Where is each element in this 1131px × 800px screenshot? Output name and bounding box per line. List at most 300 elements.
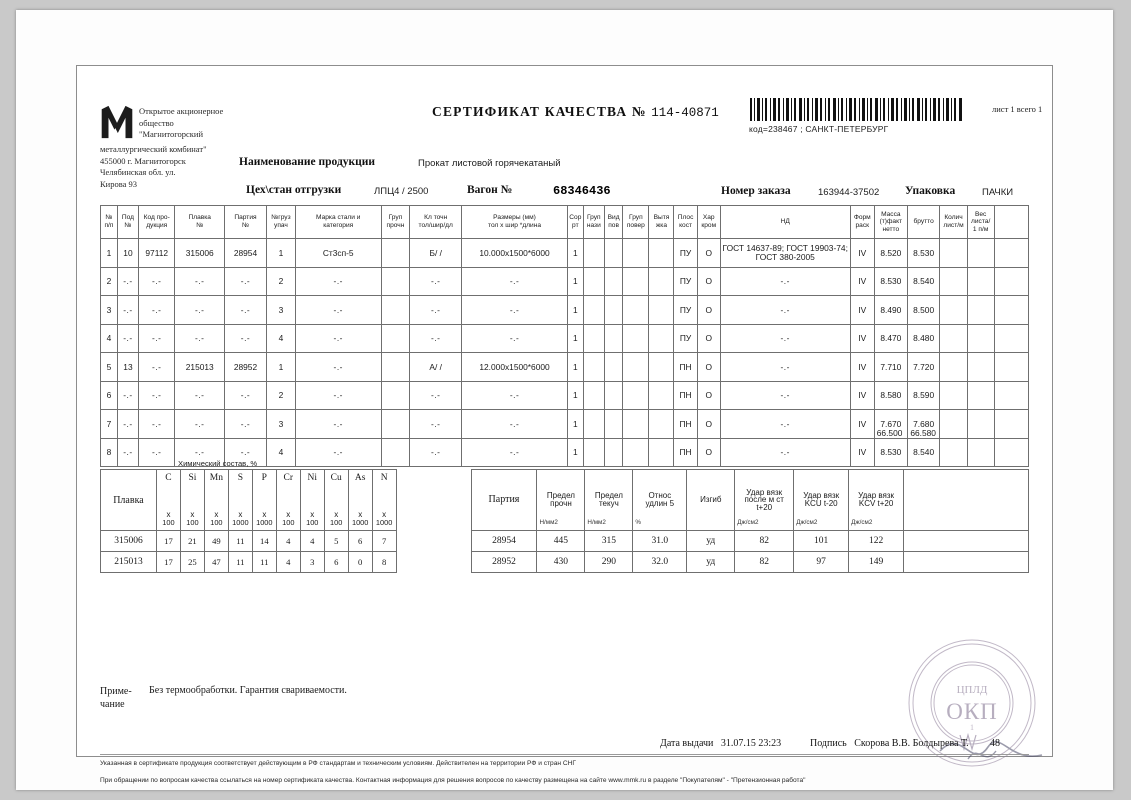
chem-value-As: 0 bbox=[348, 552, 372, 573]
cell-grp_pov bbox=[623, 296, 649, 325]
cell-heat: 215013 bbox=[175, 353, 225, 382]
col-header-4: Партия № bbox=[225, 206, 267, 239]
note-label-line1: Приме- bbox=[100, 686, 132, 697]
chem-row bbox=[101, 531, 1029, 552]
cell-brutto: 8.480 bbox=[907, 324, 940, 353]
cell-sort: 1 bbox=[567, 438, 583, 467]
cell-grp_nazn bbox=[583, 353, 604, 382]
operator-number: 48 bbox=[990, 738, 1000, 749]
cell-vytyazhka bbox=[649, 239, 674, 268]
col-header-7: Груп прочн bbox=[381, 206, 410, 239]
cell-nd: -.- bbox=[720, 410, 850, 439]
col-header-8: Кл точн тол/шир/дл bbox=[410, 206, 462, 239]
cell-netto: 8.490 bbox=[874, 296, 907, 325]
barcode-caption: код=238467 ; САНКТ-ПЕТЕРБУРГ bbox=[749, 124, 889, 134]
cell-grade: -.- bbox=[295, 324, 381, 353]
cell-code: 97112 bbox=[138, 239, 174, 268]
cell-grade: -.- bbox=[295, 438, 381, 467]
order-number-label: Номер заказа bbox=[721, 185, 791, 197]
chem-body bbox=[101, 531, 1029, 573]
chem-value-C: 17 bbox=[156, 552, 180, 573]
signature-line bbox=[810, 738, 969, 749]
cell-nd: -.- bbox=[720, 296, 850, 325]
cell-count bbox=[940, 324, 967, 353]
cell-lot: -.- bbox=[225, 438, 267, 467]
total-netto: 66.500 bbox=[876, 427, 903, 438]
chem-mech-gap bbox=[396, 552, 471, 573]
col-header-2: Код про- дукция bbox=[138, 206, 174, 239]
cell-accuracy: -.- bbox=[410, 296, 462, 325]
mech-cell-bend: уд bbox=[687, 552, 735, 573]
cell-count bbox=[940, 267, 967, 296]
cell-code: -.- bbox=[138, 324, 174, 353]
mech-header-0: Партия bbox=[471, 470, 537, 531]
mech-cell-strength: 430 bbox=[537, 552, 585, 573]
cell-grade: -.- bbox=[295, 267, 381, 296]
product-name-label: Наименование продукции bbox=[239, 156, 376, 168]
chem-value-Cr: 4 bbox=[276, 531, 300, 552]
address-line-1: 455000 г. Магнитогорск bbox=[100, 155, 186, 166]
cell-size: -.- bbox=[462, 438, 568, 467]
note-label-line2: чание bbox=[100, 699, 125, 710]
cell-n: 1 bbox=[101, 239, 118, 268]
certificate-number: 114-40871 bbox=[651, 106, 719, 120]
cell-netto: 8.530 bbox=[874, 267, 907, 296]
cell-grp_pov bbox=[623, 353, 649, 382]
chem-element-N: N x 1000 bbox=[372, 470, 396, 531]
cell-accuracy: -.- bbox=[410, 381, 462, 410]
mech-cell-yield: 315 bbox=[585, 531, 633, 552]
cell-edge: О bbox=[697, 410, 720, 439]
cell-brutto: 8.540 bbox=[907, 267, 940, 296]
cell-form: IV bbox=[850, 353, 874, 382]
col-header-10: Сор рт bbox=[567, 206, 583, 239]
mmk-logo-icon bbox=[100, 104, 134, 140]
col-header-11: Груп нази bbox=[583, 206, 604, 239]
chem-row bbox=[101, 552, 1029, 573]
cell-pack: 4 bbox=[266, 324, 295, 353]
col-header-21: Колич лист/м bbox=[940, 206, 967, 239]
cell-edge: О bbox=[697, 239, 720, 268]
cell-form: IV bbox=[850, 410, 874, 439]
official-seal-stamp bbox=[892, 631, 1067, 790]
cell-heat: -.- bbox=[175, 267, 225, 296]
cell-edge: О bbox=[697, 438, 720, 467]
cell-grade: -.- bbox=[295, 353, 381, 382]
cell-vytyazhka bbox=[649, 267, 674, 296]
cell-pod: -.- bbox=[117, 296, 138, 325]
cell-flat: ПН bbox=[674, 438, 697, 467]
mech-cell-kcv: 122 bbox=[849, 531, 904, 552]
mech-cell-bend: уд bbox=[687, 531, 735, 552]
cell-size: 12.000x1500*6000 bbox=[462, 353, 568, 382]
chem-header-row bbox=[101, 470, 1029, 531]
cell-pod: -.- bbox=[117, 410, 138, 439]
cell-nd: -.- bbox=[720, 324, 850, 353]
cell-form: IV bbox=[850, 239, 874, 268]
cell-grade: -.- bbox=[295, 296, 381, 325]
cell-n: 5 bbox=[101, 353, 118, 382]
cell-heat: -.- bbox=[175, 410, 225, 439]
col-header-17: НД bbox=[720, 206, 850, 239]
chem-element-P: P x 1000 bbox=[252, 470, 276, 531]
cell-grp_pov bbox=[623, 324, 649, 353]
cell-pod: 13 bbox=[117, 353, 138, 382]
table-row bbox=[101, 324, 1029, 353]
signature-value: Скорова В.В. Болдырева Т. bbox=[854, 738, 969, 749]
chem-element-C: C x 100 bbox=[156, 470, 180, 531]
cell-heat: -.- bbox=[175, 438, 225, 467]
cell-accuracy: -.- bbox=[410, 438, 462, 467]
cell-edge: О bbox=[697, 353, 720, 382]
mech-header-7: Удар вязк KCV t+20 Дж/см2 bbox=[849, 470, 904, 531]
col-header-15: Плос кост bbox=[674, 206, 697, 239]
cell-pack: 3 bbox=[266, 410, 295, 439]
cell-netto: 8.520 bbox=[874, 239, 907, 268]
cell-size: -.- bbox=[462, 410, 568, 439]
product-name-value: Прокат листовой горячекатаный bbox=[418, 158, 561, 169]
mech-cell-lot: 28954 bbox=[471, 531, 537, 552]
chem-element-S: S x 1000 bbox=[228, 470, 252, 531]
chem-mech-spacer bbox=[396, 470, 471, 531]
cell-strength bbox=[381, 239, 410, 268]
cell-weight bbox=[967, 324, 994, 353]
cell-heat: -.- bbox=[175, 381, 225, 410]
cell-lot: -.- bbox=[225, 267, 267, 296]
cell-code: -.- bbox=[138, 353, 174, 382]
cell-edge: О bbox=[697, 324, 720, 353]
mech-cell-elong: 32.0 bbox=[633, 552, 687, 573]
cell-code: -.- bbox=[138, 381, 174, 410]
cell-weight bbox=[967, 267, 994, 296]
cell-grade: -.- bbox=[295, 410, 381, 439]
cell-grp_nazn bbox=[583, 296, 604, 325]
cell-brutto: 8.590 bbox=[907, 381, 940, 410]
cell-n: 2 bbox=[101, 267, 118, 296]
mech-cell-elong: 31.0 bbox=[633, 531, 687, 552]
mech-unit-1: Н/мм2 bbox=[539, 519, 558, 527]
cell-lot: -.- bbox=[225, 410, 267, 439]
col-header-1: Под № bbox=[117, 206, 138, 239]
chem-value-Cu: 5 bbox=[324, 531, 348, 552]
cell-code: -.- bbox=[138, 296, 174, 325]
cell-lot: 28954 bbox=[225, 239, 267, 268]
shop-value: ЛПЦ4 / 2500 bbox=[374, 186, 429, 197]
cell-spare bbox=[994, 381, 1028, 410]
mech-row-spare bbox=[904, 531, 1029, 552]
cell-count bbox=[940, 353, 967, 382]
cell-n: 3 bbox=[101, 296, 118, 325]
chem-caption: Химический состав, % bbox=[178, 459, 258, 468]
fine-print-2: При обращении по вопросам качества ссылаться на номер сертификата качества. Контактная информация для решения вопросов по качеству размещена на сайте www.mmk.ru в разделе "Покупателям" - "Претензионная работа" bbox=[100, 777, 806, 784]
company-line-3: "Магнитогорский bbox=[139, 129, 204, 139]
col-header-9: Размеры (мм) тол х шир *длина bbox=[462, 206, 568, 239]
chem-value-N: 8 bbox=[372, 552, 396, 573]
cell-vid_pov bbox=[604, 267, 622, 296]
table-row bbox=[101, 381, 1029, 410]
col-header-23 bbox=[994, 206, 1028, 239]
cell-nd: -.- bbox=[720, 438, 850, 467]
cell-pod: 10 bbox=[117, 239, 138, 268]
shop-label: Цех\стан отгрузки bbox=[246, 184, 342, 196]
cell-brutto: 7.720 bbox=[907, 353, 940, 382]
cell-flat: ПН bbox=[674, 410, 697, 439]
cell-brutto: 7.680 bbox=[907, 410, 940, 439]
cell-vytyazhka bbox=[649, 296, 674, 325]
cell-n: 4 bbox=[101, 324, 118, 353]
sheet-counter: лист 1 всего 1 bbox=[992, 104, 1043, 114]
total-brutto: 66.580 bbox=[910, 427, 936, 438]
cell-size: 10.000x1500*6000 bbox=[462, 239, 568, 268]
company-name bbox=[139, 106, 259, 141]
cell-lot: 28952 bbox=[225, 353, 267, 382]
chem-element-As: As x 1000 bbox=[348, 470, 372, 531]
chem-value-C: 17 bbox=[156, 531, 180, 552]
cell-pack: 2 bbox=[266, 267, 295, 296]
chem-value-S: 11 bbox=[228, 531, 252, 552]
cell-flat: ПН bbox=[674, 381, 697, 410]
address-line-2: Челябинская обл. ул. bbox=[100, 167, 176, 177]
cell-flat: ПУ bbox=[674, 267, 697, 296]
col-header-14: Вытя жка bbox=[649, 206, 674, 239]
company-line-4: металлургический комбинат" bbox=[100, 144, 207, 154]
table-row bbox=[101, 296, 1029, 325]
cell-sort: 1 bbox=[567, 353, 583, 382]
cell-netto: 7.670 bbox=[874, 410, 907, 439]
chem-value-P: 14 bbox=[252, 531, 276, 552]
cell-strength bbox=[381, 381, 410, 410]
cell-flat: ПУ bbox=[674, 324, 697, 353]
product-table-header-row bbox=[101, 206, 1029, 239]
order-number-value: 163944-37502 bbox=[818, 187, 880, 198]
cell-strength bbox=[381, 353, 410, 382]
mech-unit-7: Дж/см2 bbox=[851, 519, 873, 527]
wagon-value: 68346436 bbox=[553, 184, 611, 198]
cell-lot: -.- bbox=[225, 324, 267, 353]
cell-vid_pov bbox=[604, 324, 622, 353]
chem-value-As: 6 bbox=[348, 531, 372, 552]
cell-netto: 8.580 bbox=[874, 381, 907, 410]
product-table-head bbox=[101, 206, 1029, 239]
cell-weight bbox=[967, 239, 994, 268]
col-header-20: брутто bbox=[907, 206, 940, 239]
cell-form: IV bbox=[850, 267, 874, 296]
cell-sort: 1 bbox=[567, 381, 583, 410]
cell-vytyazhka bbox=[649, 381, 674, 410]
mech-cell-kcu: 101 bbox=[794, 531, 849, 552]
mech-header-4: Изгиб bbox=[687, 470, 735, 531]
cell-vid_pov bbox=[604, 381, 622, 410]
mech-tail-spacer bbox=[904, 470, 1029, 531]
certificate-title bbox=[432, 104, 719, 120]
chem-value-Mn: 47 bbox=[204, 552, 228, 573]
cell-spare bbox=[994, 296, 1028, 325]
wagon-label: Вагон № bbox=[467, 184, 513, 196]
chem-element-Cr: Cr x 100 bbox=[276, 470, 300, 531]
company-address bbox=[100, 144, 235, 190]
cell-size: -.- bbox=[462, 296, 568, 325]
cell-count bbox=[940, 381, 967, 410]
chem-element-Mn: Mn x 100 bbox=[204, 470, 228, 531]
col-header-22: Вес листа/ 1 п/м bbox=[967, 206, 994, 239]
cell-accuracy: -.- bbox=[410, 410, 462, 439]
cell-pack: 4 bbox=[266, 438, 295, 467]
cell-heat: 315006 bbox=[175, 239, 225, 268]
cell-sort: 1 bbox=[567, 239, 583, 268]
cell-flat: ПН bbox=[674, 353, 697, 382]
cell-nd: ГОСТ 14637-89; ГОСТ 19903-74; ГОСТ 380-2005 bbox=[720, 239, 850, 268]
svg-text:1: 1 bbox=[970, 723, 974, 732]
cell-strength bbox=[381, 267, 410, 296]
mech-cell-kcv: 149 bbox=[849, 552, 904, 573]
cell-weight bbox=[967, 296, 994, 325]
table-row bbox=[101, 267, 1029, 296]
cell-size: -.- bbox=[462, 324, 568, 353]
cell-pod: -.- bbox=[117, 324, 138, 353]
cell-netto: 7.710 bbox=[874, 353, 907, 382]
chem-value-Si: 21 bbox=[180, 531, 204, 552]
cell-nd: -.- bbox=[720, 381, 850, 410]
cell-netto: 8.470 bbox=[874, 324, 907, 353]
mech-cell-strength: 445 bbox=[537, 531, 585, 552]
cell-n: 6 bbox=[101, 381, 118, 410]
chem-value-P: 11 bbox=[252, 552, 276, 573]
cell-pack: 2 bbox=[266, 381, 295, 410]
signature-label: Подпись bbox=[810, 738, 847, 749]
cell-sort: 1 bbox=[567, 410, 583, 439]
cell-flat: ПУ bbox=[674, 239, 697, 268]
cell-weight bbox=[967, 381, 994, 410]
cell-brutto: 8.530 bbox=[907, 239, 940, 268]
cell-netto: 8.530 bbox=[874, 438, 907, 467]
cell-pod: -.- bbox=[117, 267, 138, 296]
company-line-1: Открытое акционерное bbox=[139, 106, 224, 116]
cell-edge: О bbox=[697, 296, 720, 325]
chem-mech-gap bbox=[396, 531, 471, 552]
col-header-6: Марка стали и категория bbox=[295, 206, 381, 239]
packing-value: ПАЧКИ bbox=[982, 187, 1014, 198]
cell-grp_nazn bbox=[583, 239, 604, 268]
cell-form: IV bbox=[850, 438, 874, 467]
cell-nd: -.- bbox=[720, 267, 850, 296]
col-header-3: Плавка № bbox=[175, 206, 225, 239]
mech-cell-yield: 290 bbox=[585, 552, 633, 573]
cell-lot: -.- bbox=[225, 296, 267, 325]
cell-vytyazhka bbox=[649, 353, 674, 382]
chem-value-Cu: 6 bbox=[324, 552, 348, 573]
cell-form: IV bbox=[850, 381, 874, 410]
mech-header-3: Относ удлин 5 % bbox=[633, 470, 687, 531]
cell-form: IV bbox=[850, 296, 874, 325]
col-header-12: Вид пов bbox=[604, 206, 622, 239]
cell-heat: -.- bbox=[175, 324, 225, 353]
cell-edge: О bbox=[697, 381, 720, 410]
table-row bbox=[101, 353, 1029, 382]
chem-value-S: 11 bbox=[228, 552, 252, 573]
chem-row-heat: 215013 bbox=[101, 552, 157, 573]
cell-vid_pov bbox=[604, 296, 622, 325]
note-label bbox=[100, 685, 132, 711]
company-line-2: общество bbox=[139, 117, 174, 128]
cell-weight bbox=[967, 353, 994, 382]
cell-n: 8 bbox=[101, 438, 118, 467]
cell-accuracy: -.- bbox=[410, 324, 462, 353]
cell-spare bbox=[994, 267, 1028, 296]
mech-unit-6: Дж/см2 bbox=[796, 519, 818, 527]
cell-strength bbox=[381, 324, 410, 353]
cell-pack: 1 bbox=[266, 353, 295, 382]
chem-element-Cu: Cu x 100 bbox=[324, 470, 348, 531]
mech-cell-lot: 28952 bbox=[471, 552, 537, 573]
issue-date-value: 31.07.15 23:23 bbox=[720, 738, 782, 749]
cell-accuracy: Б/ / bbox=[410, 239, 462, 268]
cell-vytyazhka bbox=[649, 324, 674, 353]
mech-header-2: Предел текуч Н/мм2 bbox=[585, 470, 633, 531]
cell-grp_nazn bbox=[583, 381, 604, 410]
table-row bbox=[101, 239, 1029, 268]
cell-form: IV bbox=[850, 324, 874, 353]
cell-accuracy: -.- bbox=[410, 267, 462, 296]
mech-unit-2: Н/мм2 bbox=[587, 519, 606, 527]
mech-row-spare bbox=[904, 552, 1029, 573]
chem-element-Si: Si x 100 bbox=[180, 470, 204, 531]
product-table-totals bbox=[100, 419, 1029, 447]
cell-sort: 1 bbox=[567, 324, 583, 353]
cell-spare bbox=[994, 239, 1028, 268]
mech-cell-kcu_m: 82 bbox=[735, 552, 794, 573]
cell-brutto: 8.540 bbox=[907, 438, 940, 467]
mech-header-6: Удар вязк KCU t-20 Дж/см2 bbox=[794, 470, 849, 531]
address-line-3: Кирова 93 bbox=[100, 178, 138, 189]
cell-grp_nazn bbox=[583, 267, 604, 296]
cell-count bbox=[940, 296, 967, 325]
chem-value-Ni: 4 bbox=[300, 531, 324, 552]
certificate-sheet bbox=[76, 65, 1053, 784]
seal-line-1: ЦПЛД bbox=[956, 684, 988, 696]
col-header-19: Масса (т)факт нетто bbox=[874, 206, 907, 239]
mech-cell-kcu_m: 82 bbox=[735, 531, 794, 552]
cell-flat: ПУ bbox=[674, 296, 697, 325]
cell-grp_pov bbox=[623, 267, 649, 296]
cell-sort: 1 bbox=[567, 267, 583, 296]
cell-grp_nazn bbox=[583, 324, 604, 353]
cell-pack: 1 bbox=[266, 239, 295, 268]
cell-vid_pov bbox=[604, 353, 622, 382]
col-header-18: Форм раск bbox=[850, 206, 874, 239]
cell-spare bbox=[994, 353, 1028, 382]
cell-brutto: 8.500 bbox=[907, 296, 940, 325]
chem-element-Ni: Ni x 100 bbox=[300, 470, 324, 531]
cell-heat: -.- bbox=[175, 296, 225, 325]
fine-print-1: Указанная в сертификате продукция соответствует действующим в РФ стандартам и техническим условиям. Действителен на территории РФ и стран СНГ bbox=[100, 760, 576, 767]
cell-pod: -.- bbox=[117, 438, 138, 467]
issue-date bbox=[660, 738, 781, 749]
cell-code: -.- bbox=[138, 438, 174, 467]
chem-value-N: 7 bbox=[372, 531, 396, 552]
cell-grp_pov bbox=[623, 239, 649, 268]
cell-pod: -.- bbox=[117, 381, 138, 410]
cell-strength bbox=[381, 296, 410, 325]
document-page bbox=[16, 10, 1113, 790]
chem-value-Cr: 4 bbox=[276, 552, 300, 573]
note-text: Без термообработки. Гарантия свариваемости. bbox=[149, 685, 347, 696]
col-header-0: № п/п bbox=[101, 206, 118, 239]
seal-line-2: ОКП bbox=[946, 699, 998, 724]
cell-vid_pov bbox=[604, 239, 622, 268]
cell-accuracy: А/ / bbox=[410, 353, 462, 382]
chem-mech-table bbox=[100, 469, 1029, 573]
cell-count bbox=[940, 239, 967, 268]
